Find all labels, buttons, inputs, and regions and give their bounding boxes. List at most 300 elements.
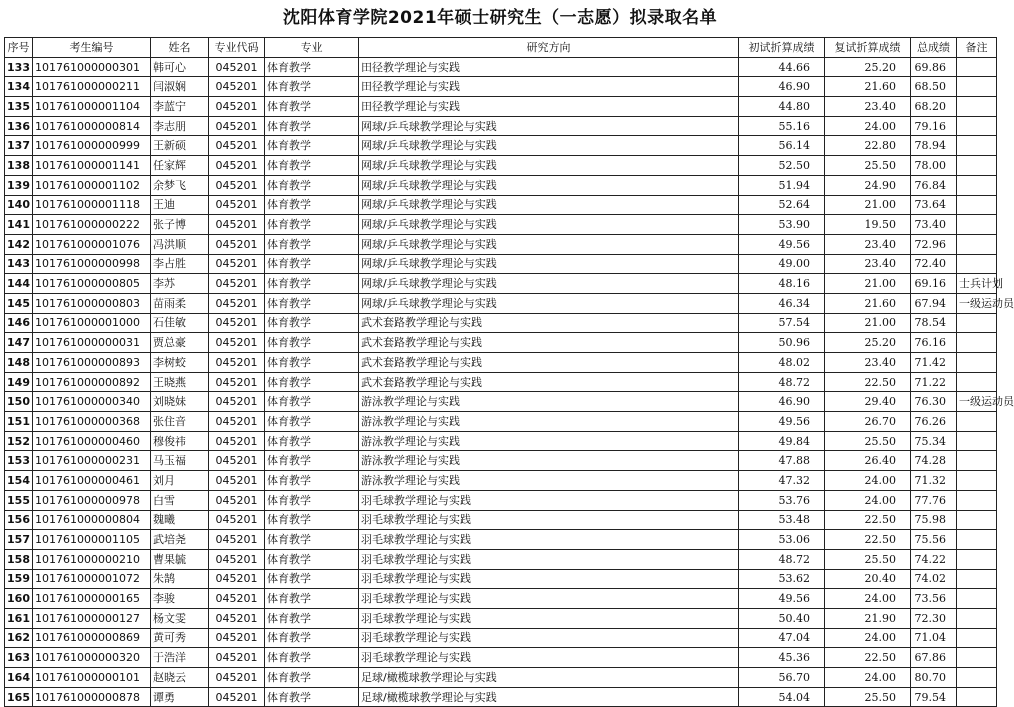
cell-prelim-score: 49.56 <box>739 589 825 609</box>
cell-retest-score: 25.50 <box>825 156 911 176</box>
cell-research-direction: 网球/乒乓球教学理论与实践 <box>359 215 739 235</box>
table-row <box>5 97 997 117</box>
cell-research-direction: 网球/乒乓球教学理论与实践 <box>359 136 739 156</box>
cell-remarks <box>957 195 997 215</box>
cell-research-direction: 羽毛球教学理论与实践 <box>359 589 739 609</box>
cell-name: 曹果毓 <box>151 549 209 569</box>
cell-exam-id: 101761000000998 <box>33 254 151 274</box>
cell-major: 体育教学 <box>265 687 359 707</box>
cell-major-code: 045201 <box>209 589 265 609</box>
cell-major-code: 045201 <box>209 116 265 136</box>
cell-name: 刘晓妹 <box>151 392 209 412</box>
cell-major: 体育教学 <box>265 293 359 313</box>
cell-retest-score: 23.40 <box>825 234 911 254</box>
cell-total-score: 72.40 <box>911 254 957 274</box>
cell-exam-id: 101761000000301 <box>33 57 151 77</box>
cell-seq: 138 <box>5 156 33 176</box>
cell-seq: 156 <box>5 510 33 530</box>
cell-major: 体育教学 <box>265 648 359 668</box>
cell-prelim-score: 53.76 <box>739 490 825 510</box>
cell-retest-score: 24.00 <box>825 116 911 136</box>
header-prelim-score: 初试折算成绩 <box>739 38 825 58</box>
cell-name: 闫淑娴 <box>151 77 209 97</box>
cell-exam-id: 101761000000999 <box>33 136 151 156</box>
cell-major: 体育教学 <box>265 412 359 432</box>
cell-retest-score: 24.00 <box>825 589 911 609</box>
table-row <box>5 156 997 176</box>
cell-major-code: 045201 <box>209 569 265 589</box>
cell-research-direction: 足球/橄榄球教学理论与实践 <box>359 668 739 688</box>
table-row <box>5 431 997 451</box>
cell-remarks <box>957 136 997 156</box>
cell-remarks <box>957 668 997 688</box>
table-row <box>5 471 997 491</box>
table-row <box>5 77 997 97</box>
header-remarks: 备注 <box>957 38 997 58</box>
cell-major: 体育教学 <box>265 313 359 333</box>
cell-total-score: 76.16 <box>911 333 957 353</box>
cell-prelim-score: 48.02 <box>739 353 825 373</box>
cell-major: 体育教学 <box>265 530 359 550</box>
cell-total-score: 76.26 <box>911 412 957 432</box>
cell-retest-score: 21.60 <box>825 293 911 313</box>
cell-seq: 140 <box>5 195 33 215</box>
cell-exam-id: 101761000000101 <box>33 668 151 688</box>
table-row <box>5 293 997 313</box>
cell-name: 穆俊祎 <box>151 431 209 451</box>
cell-seq: 152 <box>5 431 33 451</box>
cell-name: 任家辉 <box>151 156 209 176</box>
cell-total-score: 68.50 <box>911 77 957 97</box>
cell-retest-score: 26.40 <box>825 451 911 471</box>
cell-total-score: 74.02 <box>911 569 957 589</box>
cell-major-code: 045201 <box>209 648 265 668</box>
cell-major: 体育教学 <box>265 97 359 117</box>
cell-major: 体育教学 <box>265 668 359 688</box>
cell-research-direction: 网球/乒乓球教学理论与实践 <box>359 274 739 294</box>
table-row <box>5 648 997 668</box>
table-row <box>5 510 997 530</box>
cell-exam-id: 101761000000222 <box>33 215 151 235</box>
table-row <box>5 136 997 156</box>
header-exam-id: 考生编号 <box>33 38 151 58</box>
cell-remarks <box>957 589 997 609</box>
cell-retest-score: 24.00 <box>825 628 911 648</box>
cell-total-score: 79.16 <box>911 116 957 136</box>
cell-total-score: 69.16 <box>911 274 957 294</box>
header-seq: 序号 <box>5 38 33 58</box>
table-row <box>5 353 997 373</box>
cell-major-code: 045201 <box>209 195 265 215</box>
header-total-score: 总成绩 <box>911 38 957 58</box>
cell-major-code: 045201 <box>209 353 265 373</box>
cell-research-direction: 网球/乒乓球教学理论与实践 <box>359 234 739 254</box>
cell-prelim-score: 53.90 <box>739 215 825 235</box>
cell-seq: 158 <box>5 549 33 569</box>
cell-retest-score: 24.00 <box>825 668 911 688</box>
cell-retest-score: 22.80 <box>825 136 911 156</box>
cell-major: 体育教学 <box>265 353 359 373</box>
cell-prelim-score: 46.90 <box>739 77 825 97</box>
cell-remarks <box>957 608 997 628</box>
cell-research-direction: 武术套路教学理论与实践 <box>359 313 739 333</box>
cell-remarks <box>957 77 997 97</box>
cell-research-direction: 羽毛球教学理论与实践 <box>359 530 739 550</box>
cell-major: 体育教学 <box>265 156 359 176</box>
cell-exam-id: 101761000001141 <box>33 156 151 176</box>
cell-exam-id: 101761000000803 <box>33 293 151 313</box>
cell-name: 赵晓云 <box>151 668 209 688</box>
cell-remarks <box>957 451 997 471</box>
cell-seq: 154 <box>5 471 33 491</box>
cell-research-direction: 羽毛球教学理论与实践 <box>359 490 739 510</box>
cell-research-direction: 网球/乒乓球教学理论与实践 <box>359 293 739 313</box>
cell-remarks <box>957 412 997 432</box>
cell-major-code: 045201 <box>209 313 265 333</box>
cell-seq: 135 <box>5 97 33 117</box>
cell-research-direction: 羽毛球教学理论与实践 <box>359 549 739 569</box>
cell-total-score: 79.54 <box>911 687 957 707</box>
table-row <box>5 490 997 510</box>
cell-name: 魏曦 <box>151 510 209 530</box>
cell-seq: 163 <box>5 648 33 668</box>
cell-research-direction: 足球/橄榄球教学理论与实践 <box>359 687 739 707</box>
cell-major-code: 045201 <box>209 254 265 274</box>
cell-major: 体育教学 <box>265 234 359 254</box>
cell-name: 李志朋 <box>151 116 209 136</box>
cell-retest-score: 19.50 <box>825 215 911 235</box>
cell-retest-score: 22.50 <box>825 510 911 530</box>
cell-seq: 139 <box>5 175 33 195</box>
cell-major-code: 045201 <box>209 333 265 353</box>
cell-prelim-score: 54.04 <box>739 687 825 707</box>
cell-remarks <box>957 490 997 510</box>
cell-total-score: 75.98 <box>911 510 957 530</box>
cell-retest-score: 24.00 <box>825 490 911 510</box>
cell-exam-id: 101761000001104 <box>33 97 151 117</box>
cell-name: 杨文雯 <box>151 608 209 628</box>
cell-name: 贾总豪 <box>151 333 209 353</box>
cell-research-direction: 游泳教学理论与实践 <box>359 451 739 471</box>
cell-research-direction: 羽毛球教学理论与实践 <box>359 510 739 530</box>
cell-research-direction: 田径教学理论与实践 <box>359 77 739 97</box>
table-row <box>5 530 997 550</box>
cell-remarks <box>957 353 997 373</box>
table-row <box>5 254 997 274</box>
cell-remarks: 一级运动员 <box>957 392 997 412</box>
cell-name: 苗雨柔 <box>151 293 209 313</box>
cell-remarks <box>957 431 997 451</box>
cell-research-direction: 羽毛球教学理论与实践 <box>359 628 739 648</box>
cell-exam-id: 101761000000978 <box>33 490 151 510</box>
page-title: 沈阳体育学院2021年硕士研究生（一志愿）拟录取名单 <box>282 8 718 28</box>
cell-remarks <box>957 234 997 254</box>
cell-total-score: 67.94 <box>911 293 957 313</box>
cell-name: 王新硕 <box>151 136 209 156</box>
cell-remarks <box>957 254 997 274</box>
cell-major: 体育教学 <box>265 589 359 609</box>
cell-name: 李骏 <box>151 589 209 609</box>
cell-remarks <box>957 648 997 668</box>
cell-seq: 146 <box>5 313 33 333</box>
table-row <box>5 628 997 648</box>
cell-name: 张住音 <box>151 412 209 432</box>
header-major: 专业 <box>265 38 359 58</box>
cell-total-score: 74.22 <box>911 549 957 569</box>
cell-prelim-score: 45.36 <box>739 648 825 668</box>
cell-major-code: 045201 <box>209 57 265 77</box>
cell-major: 体育教学 <box>265 57 359 77</box>
cell-research-direction: 武术套路教学理论与实践 <box>359 353 739 373</box>
cell-exam-id: 101761000000892 <box>33 372 151 392</box>
cell-major: 体育教学 <box>265 254 359 274</box>
cell-major-code: 045201 <box>209 274 265 294</box>
cell-total-score: 74.28 <box>911 451 957 471</box>
cell-research-direction: 田径教学理论与实践 <box>359 97 739 117</box>
cell-retest-score: 22.50 <box>825 372 911 392</box>
cell-prelim-score: 47.32 <box>739 471 825 491</box>
cell-major: 体育教学 <box>265 490 359 510</box>
cell-prelim-score: 56.14 <box>739 136 825 156</box>
cell-seq: 144 <box>5 274 33 294</box>
cell-remarks <box>957 628 997 648</box>
cell-remarks <box>957 471 997 491</box>
cell-remarks <box>957 215 997 235</box>
cell-remarks <box>957 116 997 136</box>
cell-seq: 159 <box>5 569 33 589</box>
cell-major: 体育教学 <box>265 569 359 589</box>
cell-retest-score: 23.40 <box>825 97 911 117</box>
header-major-code: 专业代码 <box>209 38 265 58</box>
cell-retest-score: 22.50 <box>825 530 911 550</box>
cell-remarks <box>957 372 997 392</box>
cell-prelim-score: 50.40 <box>739 608 825 628</box>
cell-retest-score: 23.40 <box>825 353 911 373</box>
table-row <box>5 175 997 195</box>
cell-retest-score: 22.50 <box>825 648 911 668</box>
cell-research-direction: 游泳教学理论与实践 <box>359 412 739 432</box>
cell-total-score: 77.76 <box>911 490 957 510</box>
cell-prelim-score: 46.34 <box>739 293 825 313</box>
cell-major: 体育教学 <box>265 77 359 97</box>
table-row <box>5 412 997 432</box>
cell-remarks: 一级运动员 <box>957 293 997 313</box>
cell-major: 体育教学 <box>265 392 359 412</box>
cell-retest-score: 25.50 <box>825 549 911 569</box>
cell-total-score: 78.00 <box>911 156 957 176</box>
cell-seq: 157 <box>5 530 33 550</box>
cell-name: 王迪 <box>151 195 209 215</box>
cell-major-code: 045201 <box>209 451 265 471</box>
cell-research-direction: 武术套路教学理论与实践 <box>359 333 739 353</box>
cell-prelim-score: 52.50 <box>739 156 825 176</box>
table-row <box>5 687 997 707</box>
cell-research-direction: 网球/乒乓球教学理论与实践 <box>359 116 739 136</box>
cell-prelim-score: 53.48 <box>739 510 825 530</box>
cell-major-code: 045201 <box>209 392 265 412</box>
cell-major-code: 045201 <box>209 234 265 254</box>
cell-prelim-score: 56.70 <box>739 668 825 688</box>
cell-name: 马玉福 <box>151 451 209 471</box>
table-row <box>5 549 997 569</box>
cell-total-score: 78.54 <box>911 313 957 333</box>
cell-exam-id: 101761000000210 <box>33 549 151 569</box>
cell-name: 李苏 <box>151 274 209 294</box>
cell-total-score: 73.64 <box>911 195 957 215</box>
cell-exam-id: 101761000001000 <box>33 313 151 333</box>
cell-major: 体育教学 <box>265 510 359 530</box>
cell-retest-score: 25.50 <box>825 431 911 451</box>
cell-major-code: 045201 <box>209 431 265 451</box>
cell-major-code: 045201 <box>209 490 265 510</box>
cell-prelim-score: 49.00 <box>739 254 825 274</box>
cell-prelim-score: 50.96 <box>739 333 825 353</box>
cell-remarks <box>957 175 997 195</box>
cell-retest-score: 21.90 <box>825 608 911 628</box>
cell-major-code: 045201 <box>209 412 265 432</box>
cell-remarks <box>957 57 997 77</box>
cell-total-score: 73.40 <box>911 215 957 235</box>
cell-prelim-score: 48.72 <box>739 549 825 569</box>
cell-remarks <box>957 549 997 569</box>
cell-retest-score: 26.70 <box>825 412 911 432</box>
cell-seq: 162 <box>5 628 33 648</box>
cell-seq: 151 <box>5 412 33 432</box>
table-body <box>5 57 1014 707</box>
cell-total-score: 75.56 <box>911 530 957 550</box>
admission-table <box>4 37 1014 707</box>
cell-research-direction: 游泳教学理论与实践 <box>359 431 739 451</box>
cell-total-score: 72.30 <box>911 608 957 628</box>
cell-exam-id: 101761000001118 <box>33 195 151 215</box>
header-research-direction: 研究方向 <box>359 38 739 58</box>
cell-major: 体育教学 <box>265 175 359 195</box>
cell-name: 刘月 <box>151 471 209 491</box>
cell-seq: 161 <box>5 608 33 628</box>
cell-major-code: 045201 <box>209 175 265 195</box>
table-row <box>5 274 997 294</box>
cell-seq: 148 <box>5 353 33 373</box>
cell-major-code: 045201 <box>209 215 265 235</box>
cell-name: 白雪 <box>151 490 209 510</box>
cell-exam-id: 101761000000460 <box>33 431 151 451</box>
cell-research-direction: 游泳教学理论与实践 <box>359 471 739 491</box>
table-row <box>5 569 997 589</box>
cell-major: 体育教学 <box>265 136 359 156</box>
cell-research-direction: 网球/乒乓球教学理论与实践 <box>359 156 739 176</box>
cell-major: 体育教学 <box>265 628 359 648</box>
table-row <box>5 195 997 215</box>
cell-remarks <box>957 510 997 530</box>
cell-total-score: 71.42 <box>911 353 957 373</box>
cell-prelim-score: 49.84 <box>739 431 825 451</box>
cell-exam-id: 101761000000031 <box>33 333 151 353</box>
cell-total-score: 68.20 <box>911 97 957 117</box>
cell-major: 体育教学 <box>265 215 359 235</box>
cell-prelim-score: 48.16 <box>739 274 825 294</box>
cell-major-code: 045201 <box>209 77 265 97</box>
cell-exam-id: 101761000000461 <box>33 471 151 491</box>
cell-retest-score: 20.40 <box>825 569 911 589</box>
cell-retest-score: 21.00 <box>825 313 911 333</box>
cell-total-score: 80.70 <box>911 668 957 688</box>
cell-name: 李占胜 <box>151 254 209 274</box>
cell-remarks <box>957 156 997 176</box>
cell-exam-id: 101761000000165 <box>33 589 151 609</box>
cell-research-direction: 羽毛球教学理论与实践 <box>359 608 739 628</box>
cell-major: 体育教学 <box>265 451 359 471</box>
cell-prelim-score: 49.56 <box>739 412 825 432</box>
cell-major-code: 045201 <box>209 156 265 176</box>
cell-name: 武培尧 <box>151 530 209 550</box>
cell-seq: 136 <box>5 116 33 136</box>
cell-remarks <box>957 333 997 353</box>
cell-research-direction: 羽毛球教学理论与实践 <box>359 569 739 589</box>
cell-major-code: 045201 <box>209 97 265 117</box>
cell-prelim-score: 47.88 <box>739 451 825 471</box>
cell-remarks <box>957 530 997 550</box>
cell-seq: 133 <box>5 57 33 77</box>
cell-exam-id: 101761000001105 <box>33 530 151 550</box>
cell-remarks: 士兵计划 <box>957 274 997 294</box>
cell-prelim-score: 55.16 <box>739 116 825 136</box>
cell-research-direction: 网球/乒乓球教学理论与实践 <box>359 175 739 195</box>
cell-retest-score: 21.00 <box>825 195 911 215</box>
cell-research-direction: 武术套路教学理论与实践 <box>359 372 739 392</box>
cell-research-direction: 网球/乒乓球教学理论与实践 <box>359 195 739 215</box>
cell-name: 冯洪顺 <box>151 234 209 254</box>
cell-research-direction: 游泳教学理论与实践 <box>359 392 739 412</box>
table-row <box>5 57 997 77</box>
cell-retest-score: 29.40 <box>825 392 911 412</box>
cell-major: 体育教学 <box>265 608 359 628</box>
cell-major-code: 045201 <box>209 530 265 550</box>
cell-exam-id: 101761000000805 <box>33 274 151 294</box>
cell-seq: 147 <box>5 333 33 353</box>
header-retest-score: 复试折算成绩 <box>825 38 911 58</box>
cell-exam-id: 101761000000320 <box>33 648 151 668</box>
cell-retest-score: 25.20 <box>825 333 911 353</box>
cell-retest-score: 24.00 <box>825 471 911 491</box>
table-row <box>5 116 997 136</box>
cell-prelim-score: 47.04 <box>739 628 825 648</box>
cell-total-score: 75.34 <box>911 431 957 451</box>
cell-name: 于浩洋 <box>151 648 209 668</box>
table-row <box>5 313 997 333</box>
cell-seq: 153 <box>5 451 33 471</box>
cell-name: 韩可心 <box>151 57 209 77</box>
cell-exam-id: 101761000000869 <box>33 628 151 648</box>
cell-seq: 150 <box>5 392 33 412</box>
table-row <box>5 608 997 628</box>
cell-major: 体育教学 <box>265 431 359 451</box>
cell-total-score: 67.86 <box>911 648 957 668</box>
cell-exam-id: 101761000000804 <box>33 510 151 530</box>
cell-prelim-score: 53.06 <box>739 530 825 550</box>
cell-name: 石佳敏 <box>151 313 209 333</box>
cell-seq: 134 <box>5 77 33 97</box>
cell-major-code: 045201 <box>209 136 265 156</box>
cell-major-code: 045201 <box>209 608 265 628</box>
cell-major: 体育教学 <box>265 333 359 353</box>
cell-exam-id: 101761000000814 <box>33 116 151 136</box>
cell-total-score: 72.96 <box>911 234 957 254</box>
cell-seq: 142 <box>5 234 33 254</box>
cell-name: 谭勇 <box>151 687 209 707</box>
cell-name: 朱鹄 <box>151 569 209 589</box>
cell-exam-id: 101761000000340 <box>33 392 151 412</box>
cell-major-code: 045201 <box>209 471 265 491</box>
